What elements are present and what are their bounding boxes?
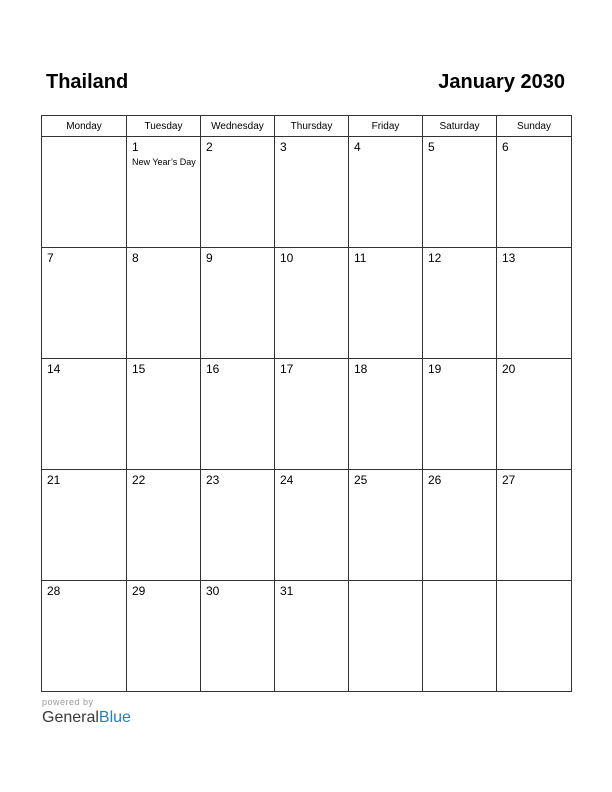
day-number: 22 xyxy=(132,473,146,487)
day-number: 9 xyxy=(206,251,213,265)
day-cell xyxy=(127,581,201,692)
calendar-grid xyxy=(41,115,572,692)
day-cell xyxy=(275,248,349,359)
day-number: 10 xyxy=(280,251,294,265)
day-cell xyxy=(127,359,201,470)
day-cell xyxy=(423,581,497,692)
weekday-header-row xyxy=(42,116,572,137)
day-cell xyxy=(275,137,349,248)
day-number: 30 xyxy=(206,584,220,598)
day-number: 23 xyxy=(206,473,220,487)
powered-by-label: powered by xyxy=(42,697,94,707)
day-number: 13 xyxy=(502,251,516,265)
day-cell xyxy=(127,248,201,359)
day-number xyxy=(423,581,496,584)
day-cell xyxy=(275,581,349,692)
week-row xyxy=(42,470,572,581)
day-number: 24 xyxy=(280,473,294,487)
day-number: 20 xyxy=(502,362,516,376)
day-number: 26 xyxy=(428,473,442,487)
day-cell xyxy=(201,359,275,470)
day-number xyxy=(497,581,571,584)
day-cell xyxy=(423,248,497,359)
day-number: 8 xyxy=(132,251,139,265)
day-cell xyxy=(275,359,349,470)
day-cell xyxy=(497,581,572,692)
week-row xyxy=(42,137,572,248)
day-cell xyxy=(201,137,275,248)
day-number: 31 xyxy=(280,584,294,598)
day-number: 28 xyxy=(47,584,61,598)
day-number: 27 xyxy=(502,473,516,487)
day-number: 6 xyxy=(502,140,509,154)
day-cell xyxy=(497,248,572,359)
day-cell xyxy=(42,470,127,581)
day-cell xyxy=(42,248,127,359)
day-cell xyxy=(349,248,423,359)
day-cell xyxy=(42,581,127,692)
day-cell xyxy=(127,470,201,581)
day-number: 11 xyxy=(354,251,367,265)
day-cell xyxy=(349,470,423,581)
day-number: 5 xyxy=(428,140,435,154)
day-cell xyxy=(423,470,497,581)
day-number: 1 xyxy=(132,140,139,154)
day-number: 25 xyxy=(354,473,368,487)
weekday-wednesday: Wednesday xyxy=(201,116,275,137)
day-cell xyxy=(201,248,275,359)
day-cell xyxy=(349,137,423,248)
day-cell xyxy=(42,359,127,470)
day-cell xyxy=(349,581,423,692)
day-number xyxy=(349,581,422,584)
day-cell xyxy=(497,359,572,470)
week-row xyxy=(42,581,572,692)
day-number xyxy=(42,137,126,140)
brand-blue-text: Blue xyxy=(98,709,131,726)
day-cell xyxy=(42,137,127,248)
day-number: 15 xyxy=(132,362,146,376)
day-cell xyxy=(423,359,497,470)
day-number: 7 xyxy=(47,251,54,265)
weekday-thursday: Thursday xyxy=(275,116,349,137)
brand-general-text: General xyxy=(42,709,99,726)
weekday-tuesday: Tuesday xyxy=(127,116,201,137)
weekday-sunday: Sunday xyxy=(497,116,572,137)
day-number: 16 xyxy=(206,362,220,376)
country-title: Thailand xyxy=(46,71,129,93)
day-cell xyxy=(497,137,572,248)
day-number: 29 xyxy=(132,584,146,598)
weekday-saturday: Saturday xyxy=(423,116,497,137)
weekday-monday: Monday xyxy=(42,116,127,137)
day-number: 2 xyxy=(206,140,213,154)
day-number: 17 xyxy=(280,362,294,376)
week-row xyxy=(42,248,572,359)
day-number: 12 xyxy=(428,251,442,265)
day-number: 14 xyxy=(47,362,61,376)
day-cell xyxy=(275,470,349,581)
day-cell xyxy=(497,470,572,581)
day-cell xyxy=(201,470,275,581)
week-row xyxy=(42,359,572,470)
day-number: 18 xyxy=(354,362,368,376)
day-cell xyxy=(201,581,275,692)
day-cell xyxy=(127,137,201,248)
day-cell xyxy=(349,359,423,470)
holiday-label: New Year’s Day xyxy=(132,157,196,167)
weekday-friday: Friday xyxy=(349,116,423,137)
day-number: 3 xyxy=(280,140,287,154)
day-number: 21 xyxy=(47,473,61,487)
day-number: 19 xyxy=(428,362,442,376)
brand-logo xyxy=(42,708,131,728)
brand-footer xyxy=(42,697,131,728)
day-cell xyxy=(423,137,497,248)
month-title: January 2030 xyxy=(438,71,565,93)
day-number: 4 xyxy=(354,140,361,154)
